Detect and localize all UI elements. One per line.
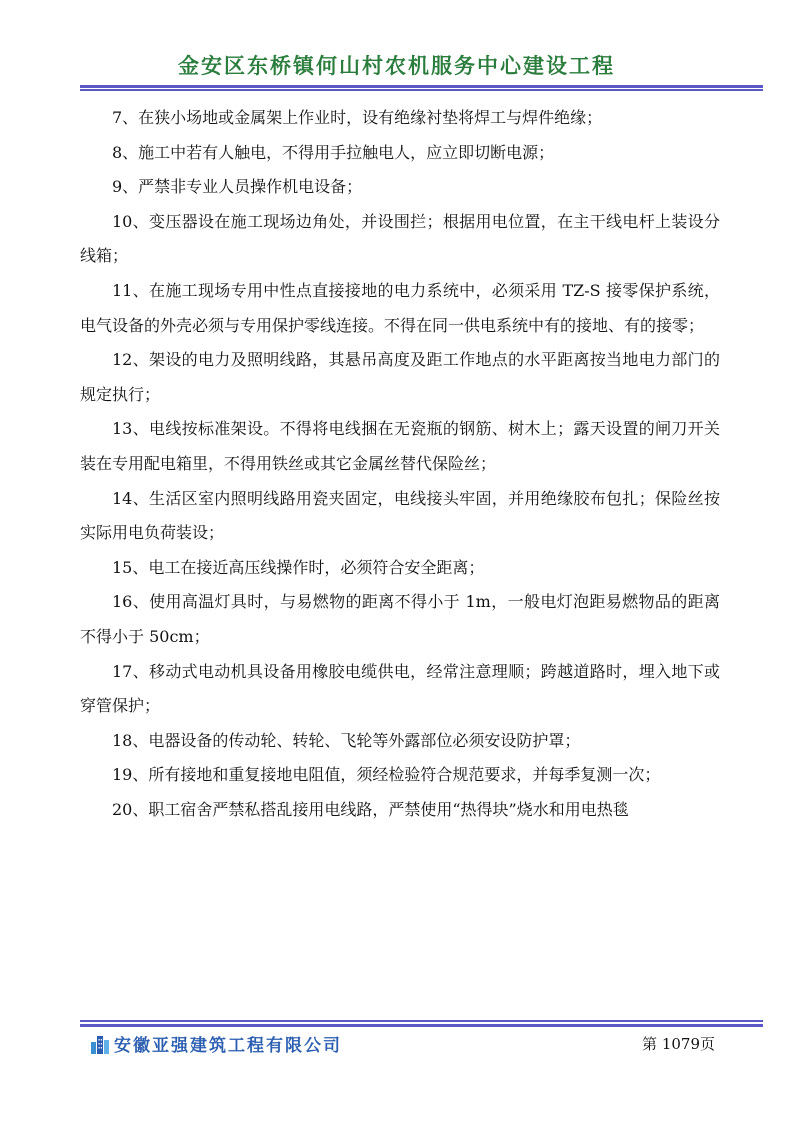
building-logo-icon [91,1034,109,1054]
footer-rule-thin [80,1020,763,1022]
paragraph-item-9: 9、严禁非专业人员操作机电设备； [112,177,363,197]
paragraph-item-16: 16、使用高温灯具时，与易燃物的距离不得小于 1m，一般电灯泡距易燃物品的距离不得小于 50cm； [80,592,720,646]
page-number: 第 1079页 [642,1035,715,1053]
paragraph-item-18: 18、电器设备的传动轮、转轮、飞轮等外露部位必须安设防护罩； [112,730,581,750]
footer-rule-thick [80,1024,763,1027]
company-name: 安徽亚强建筑工程有限公司 [114,1036,342,1056]
footer-company [91,1031,342,1056]
paragraph-item-20: 20、职工宿舍严禁私搭乱接用电线路，严禁使用“热得块”烧水和用电热毯 [112,799,629,819]
paragraph-item-14: 14、生活区室内照明线路用瓷夹固定，电线接头牢固，并用绝缘胶布包扎；保险丝按实际用电负荷装设； [80,488,720,543]
paragraph-item-15: 15、电工在接近高压线操作时，必须符合安全距离； [112,557,485,577]
paragraph-item-7: 7、在狭小场地或金属架上作业时，设有绝缘衬垫将焊工与焊件绝缘； [112,108,603,127]
paragraph-item-10: 10、变压器设在施工现场边角处，并设围拦；根据用电位置，在主干线电杆上装设分线箱； [80,211,720,266]
paragraph-item-8: 8、施工中若有人触电，不得用手拉触电人，应立即切断电源； [112,142,555,162]
paragraph-item-17: 17、移动式电动机具设备用橡胶电缆供电，经常注意理顺；跨越道路时，埋入地下或穿管保护； [80,661,720,716]
document-body [80,101,720,827]
paragraph-item-12: 12、架设的电力及照明线路，其悬吊高度及距工作地点的水平距离按当地电力部门的规定执行； [80,350,720,404]
header-rule-thick [80,85,763,88]
paragraph-item-13: 13、电线按标准架设。不得将电线捆在无瓷瓶的钢筋、树木上；露天设置的闸刀开关装在专用配电箱里，不得用铁丝或其它金属丝替代保险丝； [80,419,720,473]
page-header-title: 金安区东桥镇何山村农机服务中心建设工程 [178,54,615,78]
paragraph-item-19: 19、所有接地和重复接地电阻值，须经检验符合规范要求，并每季复测一次； [112,765,661,785]
header-rule-thin [80,89,763,91]
paragraph-item-11: 11、在施工现场专用中性点直接接地的电力系统中，必须采用 TZ-S 接零保护系统，电气设备的外壳必须与专用保护零线连接。不得在同一供电系统中有的接地、有的接零； [80,280,720,335]
